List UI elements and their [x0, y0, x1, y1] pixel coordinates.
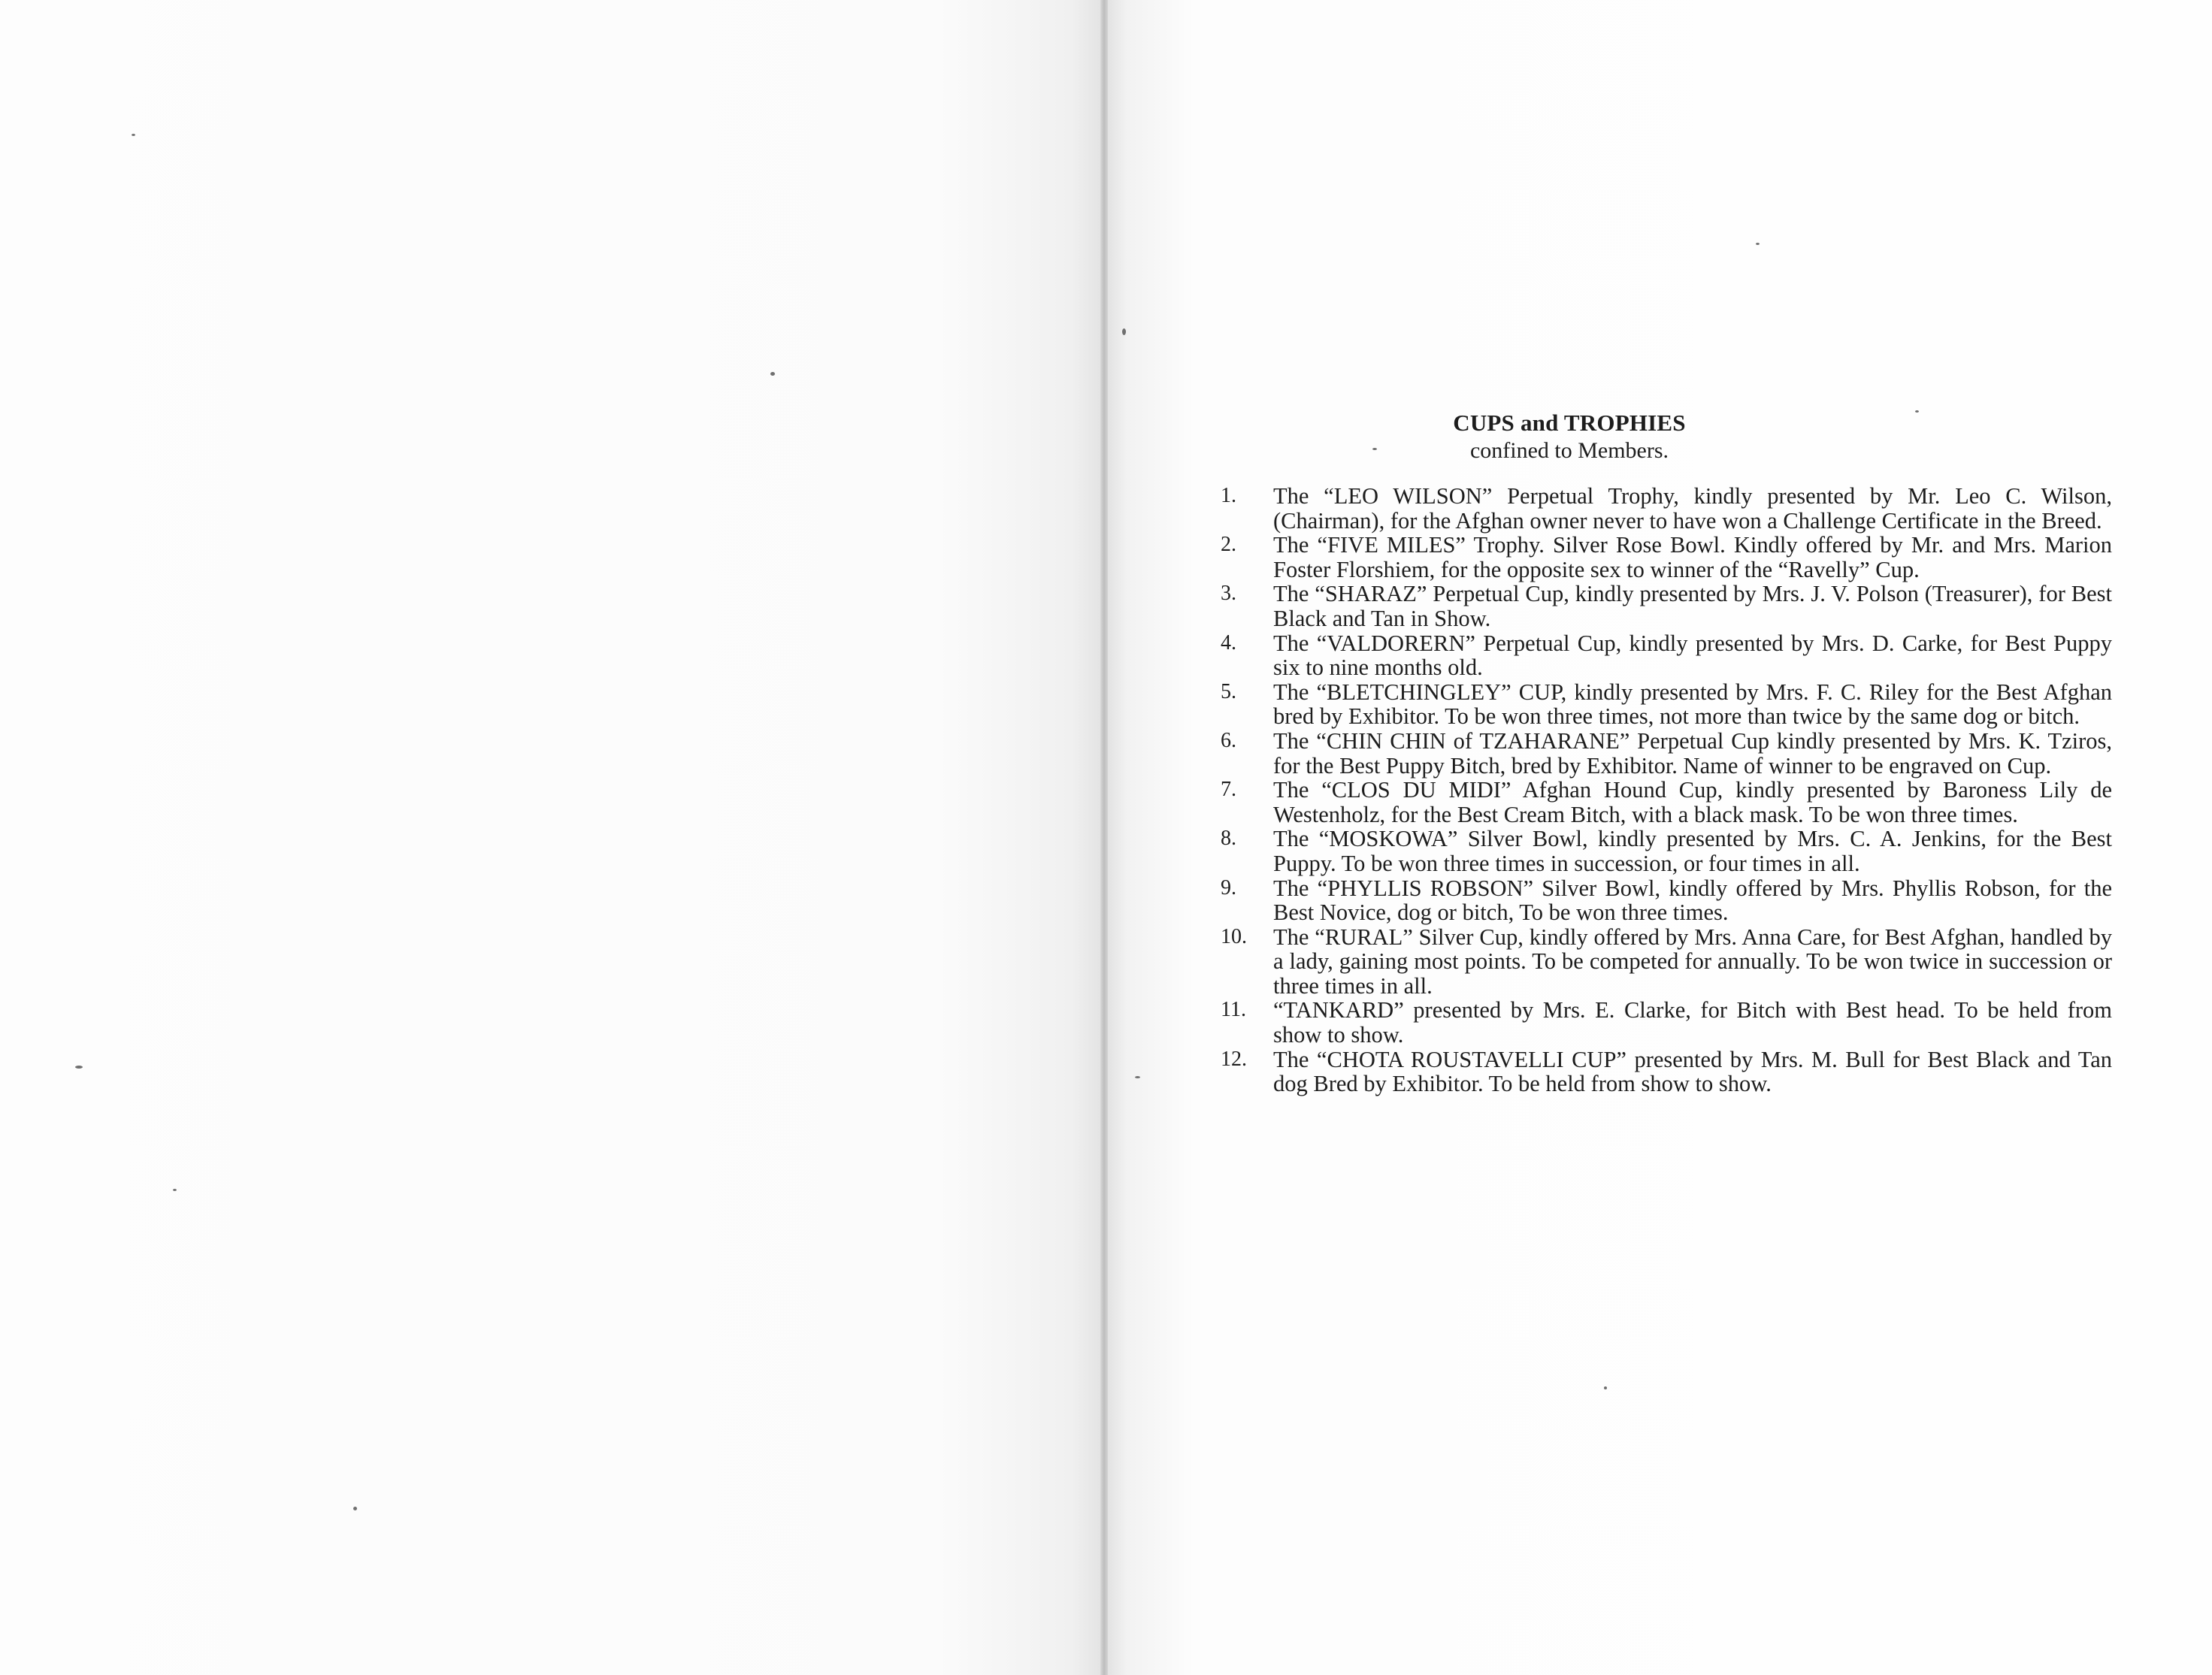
- trophy-item: [1195, 1048, 2112, 1096]
- trophy-item-text: The “VALDORERN” Perpetual Cup, kindly presented by Mrs. D. Carke, for Best Puppy six to nine months old.: [1273, 630, 2112, 681]
- trophy-item: [1195, 729, 2112, 778]
- trophy-item-number: 12.: [1221, 1047, 1247, 1071]
- trophy-item-number: 2.: [1221, 533, 1236, 557]
- trophy-item: [1195, 925, 2112, 999]
- trophy-item-number: 5.: [1221, 679, 1236, 703]
- trophy-item-text: The “MOSKOWA” Silver Bowl, kindly presented by Mrs. C. A. Jenkins, for the Best Puppy. To be won three times in succession, or four times in all.: [1273, 826, 2112, 876]
- trophy-item-text: The “SHARAZ” Perpetual Cup, kindly presented by Mrs. J. V. Polson (Treasurer), for Best Black and Tan in Show.: [1273, 581, 2112, 631]
- page-title: CUPS and TROPHIES: [1453, 410, 1686, 436]
- trophy-item-text: The “CLOS DU MIDI” Afghan Hound Cup, kindly presented by Baroness Lily de Westenholz, for the Best Cream Bitch, with a black mask. To be won three times.: [1273, 777, 2112, 827]
- trophy-item-text: The “CHOTA ROUSTAVELLI CUP” presented by Mrs. M. Bull for Best Black and Tan dog Bred by Exhibitor. To be held from show to show.: [1273, 1046, 2112, 1097]
- trophy-item-number: 6.: [1221, 728, 1236, 752]
- scan-speck: [1135, 1076, 1140, 1078]
- trophy-item-text: “TANKARD” presented by Mrs. E. Clarke, for Bitch with Best head. To be held from show to show.: [1273, 997, 2112, 1048]
- trophy-item: [1195, 827, 2112, 875]
- trophy-item: [1195, 998, 2112, 1047]
- scan-speck: [1604, 1386, 1607, 1389]
- scan-speck: [770, 372, 775, 376]
- trophy-item-text: The “CHIN CHIN of TZAHARANE” Perpetual Cup kindly presented by Mrs. K. Tziros, for the Best Puppy Bitch, bred by Exhibitor. Name of winner to be engraved on Cup.: [1273, 727, 2112, 779]
- trophy-item: [1195, 680, 2112, 729]
- trophy-item-number: 1.: [1221, 484, 1236, 507]
- trophy-list: [1195, 484, 2112, 1096]
- trophy-item-number: 8.: [1221, 827, 1236, 851]
- page-subtitle: confined to Members.: [1469, 438, 1669, 463]
- scan-speck: [1122, 328, 1126, 335]
- trophy-item-text: The “PHYLLIS ROBSON” Silver Bowl, kindly offered by Mrs. Phyllis Robson, for the Best Novice, dog or bitch, To be won three times.: [1273, 875, 2112, 926]
- trophy-item-text: The “BLETCHINGLEY” CUP, kindly presented by Mrs. F. C. Riley for the Best Afghan bred by Exhibitor. To be won three times, not more than twice by the same dog or bitch.: [1273, 679, 2112, 730]
- trophy-item-text: The “FIVE MILES” Trophy. Silver Rose Bowl. Kindly offered by Mr. and Mrs. Marion Foster Florshiem, for the opposite sex to winner of the “Ravelly” Cup.: [1273, 532, 2112, 582]
- trophy-item: [1195, 484, 2112, 533]
- scan-speck: [75, 1066, 83, 1069]
- trophy-item-number: 4.: [1221, 630, 1236, 655]
- scan-speck: [173, 1189, 177, 1191]
- trophy-item: [1195, 876, 2112, 925]
- trophy-item-number: 10.: [1221, 924, 1247, 948]
- trophy-item: [1195, 582, 2112, 630]
- page-gutter: [1100, 0, 1108, 1675]
- trophy-item: [1195, 778, 2112, 827]
- trophy-item-number: 9.: [1221, 875, 1236, 899]
- trophy-item-number: 3.: [1221, 582, 1236, 606]
- trophy-item-text: The “RURAL” Silver Cup, kindly offered by Mrs. Anna Care, for Best Afghan, handled by a lady, gaining most points. To be competed for annually. To be won twice in succession or three times in all.: [1273, 924, 2112, 999]
- trophy-item: [1195, 533, 2112, 582]
- scan-speck: [353, 1507, 357, 1510]
- trophy-item-number: 11.: [1221, 998, 1246, 1022]
- scan-speck: [132, 134, 135, 136]
- scan-speck: [1756, 243, 1760, 245]
- trophy-item-text: The “LEO WILSON” Perpetual Trophy, kindly presented by Mr. Leo C. Wilson, (Chairman), for the Afghan owner never to have won a Challenge Certificate in the Breed.: [1273, 483, 2112, 534]
- left-page-blank: [0, 0, 1105, 1675]
- scan-speck: [1915, 410, 1919, 413]
- trophy-item-number: 7.: [1221, 778, 1236, 802]
- trophy-item: [1195, 631, 2112, 680]
